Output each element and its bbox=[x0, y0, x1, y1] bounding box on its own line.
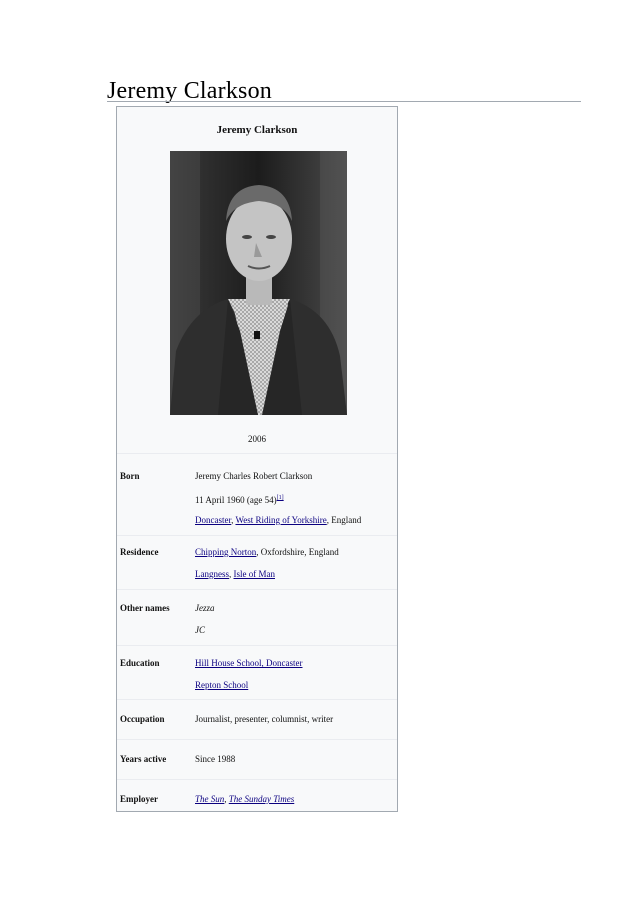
west-riding-link[interactable]: West Riding of Yorkshire bbox=[235, 515, 327, 525]
residence-value bbox=[195, 546, 339, 590]
occupation-value: Journalist, presenter, columnist, writer bbox=[195, 714, 334, 724]
separator: , bbox=[229, 569, 234, 579]
infobox-caption: Jeremy Clarkson bbox=[216, 124, 298, 136]
row-divider bbox=[117, 645, 397, 646]
the-sun-link[interactable] bbox=[195, 794, 224, 804]
education-value bbox=[195, 657, 302, 701]
occupation-label: Occupation bbox=[120, 714, 165, 724]
row-divider bbox=[117, 453, 397, 454]
education-label: Education bbox=[120, 658, 160, 668]
the-sunday-times-text: The Sunday Times bbox=[228, 794, 295, 804]
title-divider bbox=[107, 101, 581, 102]
separator: , bbox=[231, 515, 236, 525]
years-active-label: Years active bbox=[120, 754, 167, 764]
employer-label: Employer bbox=[120, 794, 158, 804]
residence-line1-rest: , Oxfordshire, England bbox=[256, 547, 339, 557]
row-divider bbox=[117, 589, 397, 590]
row-divider bbox=[117, 535, 397, 536]
chipping-norton-link[interactable]: Chipping Norton bbox=[195, 547, 257, 557]
born-date: 11 April 1960 (age 54) bbox=[195, 495, 277, 505]
other-name-1: Jezza bbox=[195, 603, 215, 613]
other-names-label: Other names bbox=[120, 603, 170, 613]
born-label: Born bbox=[120, 471, 140, 481]
years-active-value: Since 1988 bbox=[195, 754, 236, 764]
row-divider bbox=[117, 779, 397, 780]
row-divider bbox=[117, 739, 397, 740]
residence-label: Residence bbox=[120, 547, 159, 557]
other-names-value bbox=[195, 602, 215, 646]
portrait-photo[interactable] bbox=[170, 151, 347, 415]
langness-link[interactable]: Langness bbox=[195, 569, 229, 579]
repton-school-link[interactable]: Repton School bbox=[195, 680, 249, 690]
born-value bbox=[195, 470, 361, 536]
other-name-2: JC bbox=[195, 625, 205, 635]
page-title: Jeremy Clarkson bbox=[107, 78, 272, 104]
born-place-rest: , England bbox=[326, 515, 362, 525]
separator: , bbox=[224, 794, 229, 804]
infobox bbox=[116, 106, 398, 812]
the-sun-text: The Sun bbox=[195, 794, 225, 804]
born-name: Jeremy Charles Robert Clarkson bbox=[195, 471, 313, 481]
photo-caption: 2006 bbox=[248, 434, 266, 444]
hill-house-school-link[interactable]: Hill House School, Doncaster bbox=[195, 658, 303, 668]
the-sunday-times-link[interactable] bbox=[229, 794, 295, 804]
doncaster-link[interactable]: Doncaster bbox=[195, 515, 232, 525]
isle-of-man-link[interactable]: Isle of Man bbox=[233, 569, 275, 579]
employer-value bbox=[195, 793, 294, 805]
row-divider bbox=[117, 699, 397, 700]
reference-link[interactable]: [1] bbox=[276, 495, 284, 501]
